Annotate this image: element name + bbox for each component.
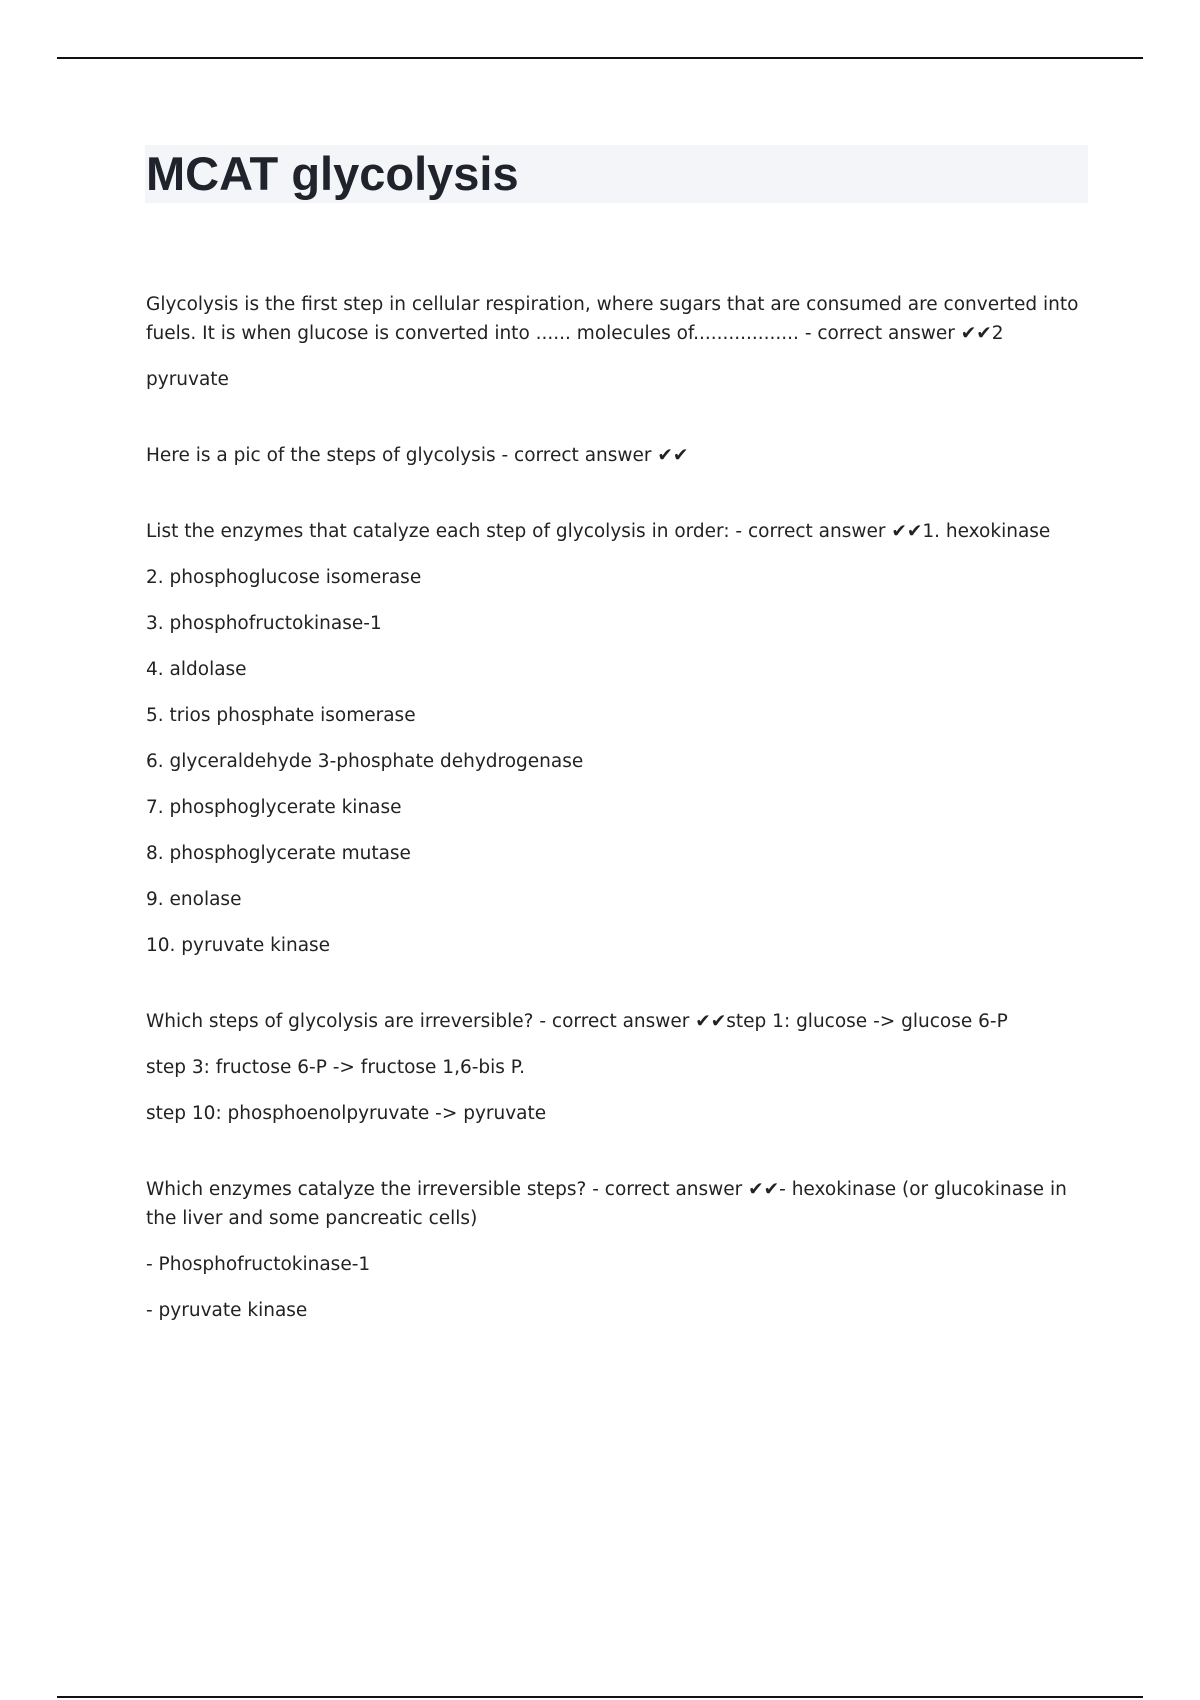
answer-line: 2. phosphoglucose isomerase [146,567,422,588]
answer-line: 8. phosphoglycerate mutase [146,843,411,864]
top-rule [57,57,1143,59]
qa-item-5 [146,1175,1086,1325]
answer-line: 9. enolase [146,889,242,910]
answer-line: 4. aldolase [146,659,247,680]
answer-line: - Phosphofructokinase-1 [146,1254,371,1275]
qa-item-2 [146,441,1086,470]
document-body [146,290,1086,1372]
question-text: List the enzymes that catalyze each step of glycolysis in order: - correct answer ✔✔1. hexokinase [146,521,1051,542]
answer-line: 10. pyruvate kinase [146,935,331,956]
answer-line: 3. phosphofructokinase-1 [146,613,382,634]
bottom-rule [57,1696,1143,1698]
answer-line: - pyruvate kinase [146,1300,308,1321]
answer-line: 6. glyceraldehyde 3-phosphate dehydrogenase [146,751,584,772]
answer-line: 7. phosphoglycerate kinase [146,797,402,818]
answer-line: step 10: phosphoenolpyruvate -> pyruvate [146,1103,547,1124]
qa-item-3 [146,517,1086,960]
question-text: Here is a pic of the steps of glycolysis - correct answer ✔✔ [146,445,689,466]
answer-line: pyruvate [146,369,229,390]
question-text: Glycolysis is the first step in cellular respiration, where sugars that are consumed are converted into fuels. It is when glucose is converted into ...... molecules of.................. - correct answer ✔✔2 [146,294,1079,344]
answer-line: step 3: fructose 6-P -> fructose 1,6-bis P. [146,1057,525,1078]
question-text: Which enzymes catalyze the irreversible steps? - correct answer ✔✔- hexokinase (or glucokinase in the liver and some pancreatic cells) [146,1179,1067,1229]
page-title: MCAT glycolysis [146,147,519,200]
question-text: Which steps of glycolysis are irreversible? - correct answer ✔✔step 1: glucose -> glucose 6-P [146,1011,1008,1032]
qa-item-4 [146,1007,1086,1128]
answer-line: 5. trios phosphate isomerase [146,705,416,726]
qa-item-1 [146,290,1086,394]
